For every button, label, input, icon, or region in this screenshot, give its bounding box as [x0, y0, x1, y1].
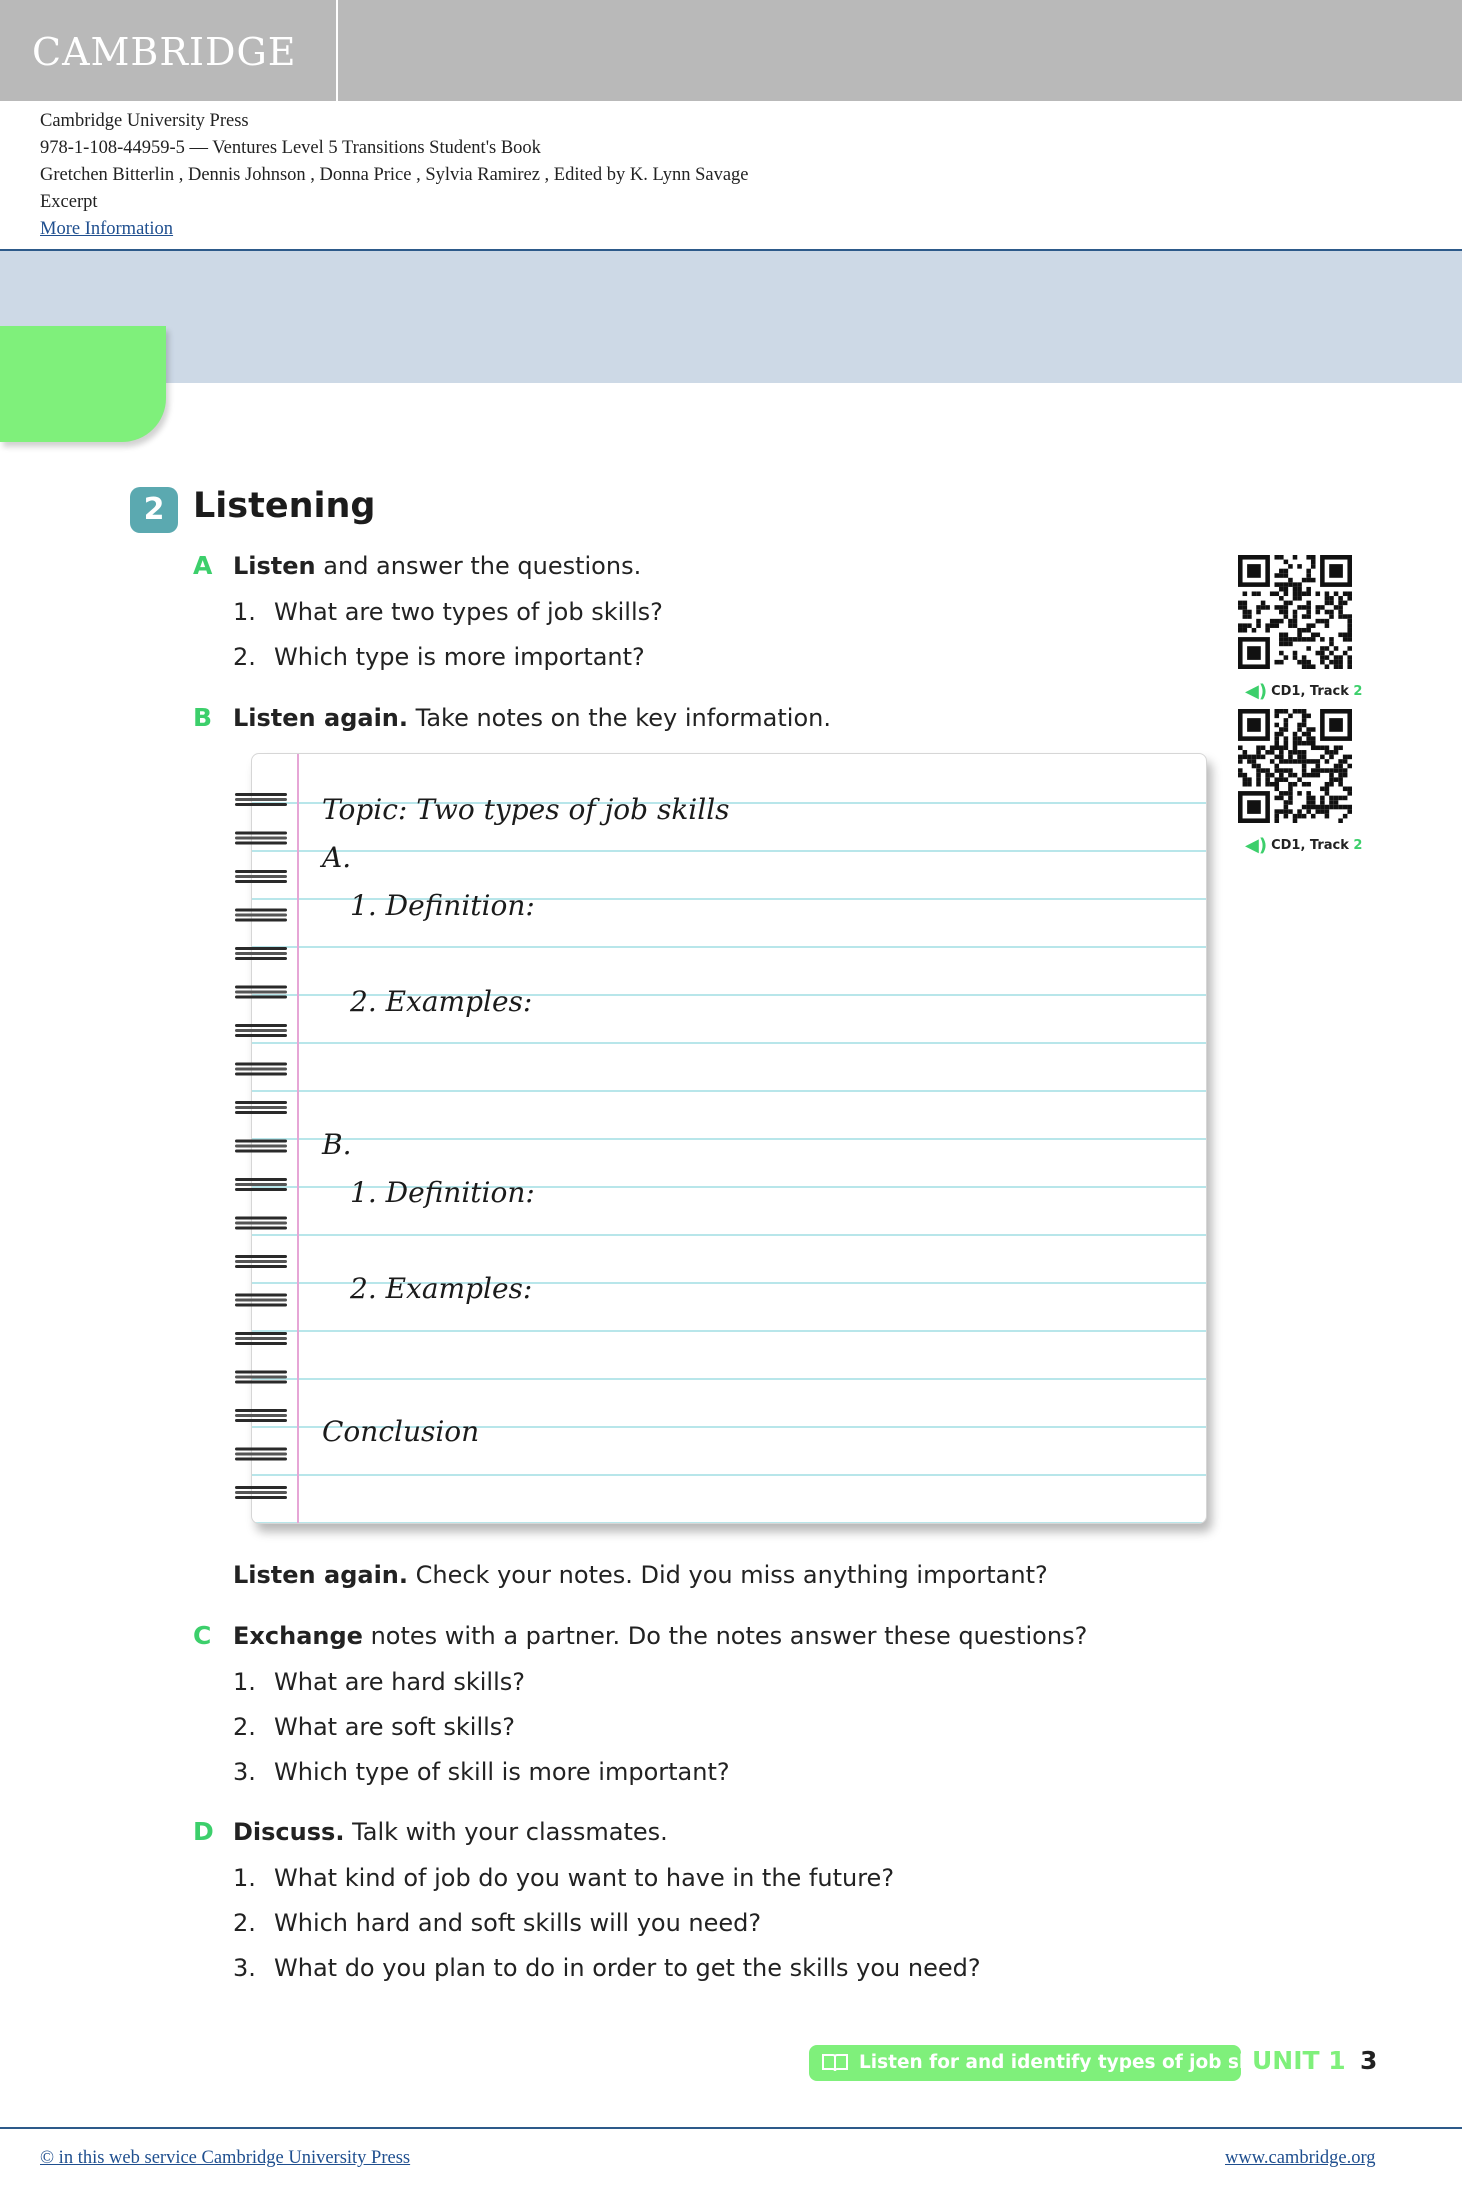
notebook-rule-line: [252, 850, 1207, 852]
notebook-b-examples: 2. Examples:: [350, 1272, 533, 1305]
exercise-a-instruction: Listen and answer the questions.: [233, 552, 642, 580]
exercise-c-item: 3. Which type of skill is more important?: [233, 1758, 730, 1786]
exercise-c-letter: C: [193, 1621, 212, 1650]
audio-track-label[interactable]: ◀) CD1, Track 2: [1245, 681, 1363, 702]
blue-band: [0, 251, 1462, 383]
notebook-rule-line: [252, 1522, 1207, 1524]
exercise-d-item: 2. Which hard and soft skills will you need?: [233, 1909, 762, 1937]
exercise-a-letter: A: [193, 551, 213, 580]
notebook-a-label: A.: [322, 841, 352, 874]
notebook-b-label: B.: [322, 1128, 352, 1161]
exercise-a-item: 1. What are two types of job skills?: [233, 598, 663, 626]
exercise-b-followup: Listen again. Check your notes. Did you miss anything important?: [233, 1561, 1048, 1589]
notebook-rule-line: [252, 1474, 1207, 1476]
notebook: [251, 753, 1207, 1524]
lesson-objective: [809, 2045, 1282, 2081]
notebook-b-definition: 1. Definition:: [350, 1176, 535, 1209]
notebook-conclusion: Conclusion: [322, 1415, 480, 1448]
open-book-icon: [821, 2053, 849, 2073]
header-bar: [0, 0, 1462, 101]
exercise-d-item: 3. What do you plan to do in order to get the skills you need?: [233, 1954, 981, 1982]
footer-divider: [0, 2127, 1462, 2129]
speaker-icon: ◀): [1245, 835, 1268, 856]
exercise-c-item: 2. What are soft skills?: [233, 1713, 516, 1741]
green-tab: [0, 326, 166, 442]
section-number-badge: 2: [130, 487, 178, 533]
notebook-margin-line: [297, 754, 299, 1524]
page-number: 3: [1360, 2046, 1378, 2075]
book-metadata: [40, 108, 749, 243]
notebook-rule-line: [252, 1042, 1207, 1044]
spiral-binding: [233, 783, 293, 1503]
exercise-a-item: 2. Which type is more important?: [233, 643, 645, 671]
exercise-d-instruction: Discuss. Talk with your classmates.: [233, 1818, 668, 1846]
authors: Gretchen Bitterlin , Dennis Johnson , Donna Price , Sylvia Ramirez , Edited by K. Lynn Savage: [40, 165, 749, 185]
unit-label: UNIT 1: [1252, 2046, 1346, 2075]
isbn-title: 978-1-108-44959-5 — Ventures Level 5 Transitions Student's Book: [40, 138, 541, 158]
website-link[interactable]: www.cambridge.org: [1225, 2148, 1376, 2168]
exercise-b-instruction: Listen again. Take notes on the key information.: [233, 704, 831, 732]
notebook-rule-line: [252, 1378, 1207, 1380]
notebook-a-examples: 2. Examples:: [350, 985, 533, 1018]
speaker-icon: ◀): [1245, 681, 1268, 702]
excerpt-label: Excerpt: [40, 192, 98, 212]
qr-code-icon[interactable]: [1238, 555, 1352, 669]
audio-track-label[interactable]: ◀) CD1, Track 2: [1245, 835, 1363, 856]
qr-code-icon[interactable]: [1238, 709, 1352, 823]
exercise-c-item: 1. What are hard skills?: [233, 1668, 526, 1696]
notebook-rule-line: [252, 1234, 1207, 1236]
notebook-rule-line: [252, 946, 1207, 948]
section-title: Listening: [193, 486, 376, 526]
notebook-rule-line: [252, 1090, 1207, 1092]
exercise-d-item: 1. What kind of job do you want to have in the future?: [233, 1864, 895, 1892]
cambridge-logo: CAMBRIDGE: [32, 30, 297, 74]
exercise-b-letter: B: [193, 703, 213, 732]
notebook-a-definition: 1. Definition:: [350, 889, 535, 922]
notebook-topic: Topic: Two types of job skills: [322, 793, 730, 826]
notebook-rule-line: [252, 1330, 1207, 1332]
publisher: Cambridge University Press: [40, 111, 249, 131]
copyright-link[interactable]: © in this web service Cambridge University Press: [40, 2148, 411, 2168]
logo-box: [0, 0, 338, 101]
lesson-objective-text: Listen for and identify types of job skills: [859, 2052, 1282, 2073]
exercise-d-letter: D: [193, 1817, 214, 1846]
notebook-rule-line: [252, 1138, 1207, 1140]
exercise-c-instruction: Exchange notes with a partner. Do the notes answer these questions?: [233, 1622, 1088, 1650]
more-information-link[interactable]: More Information: [40, 219, 174, 239]
